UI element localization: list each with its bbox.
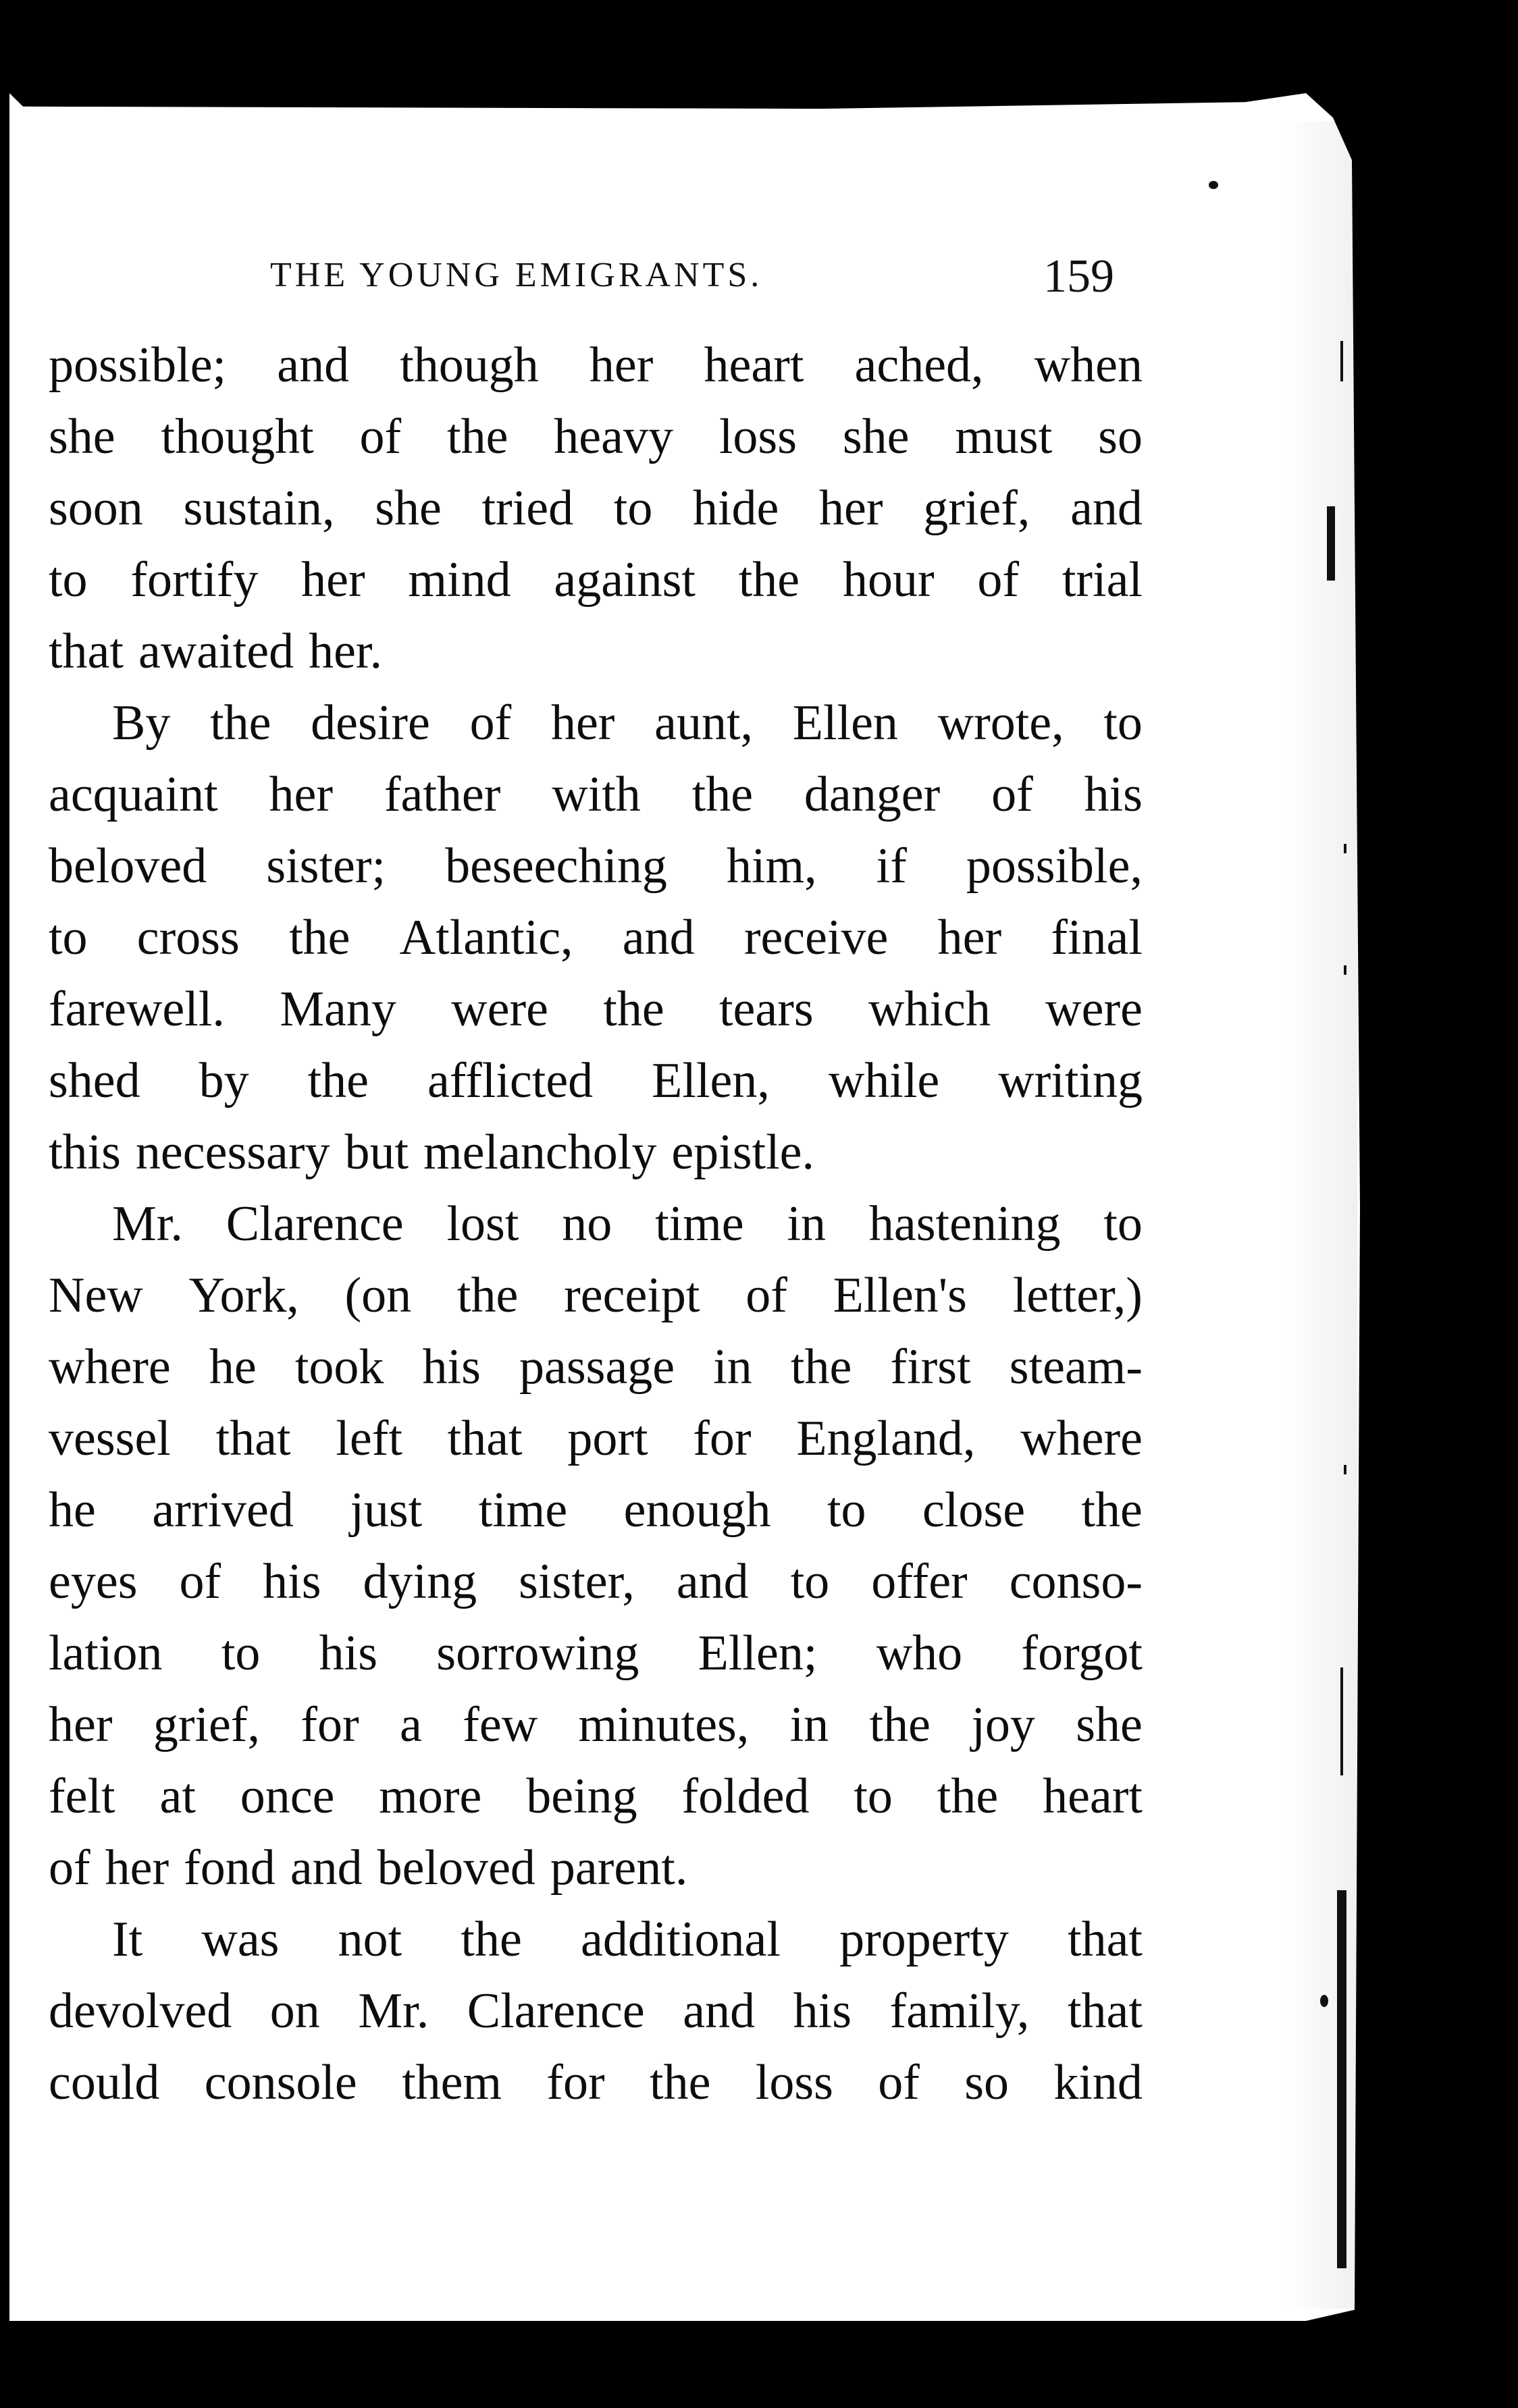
word: of <box>878 2055 920 2110</box>
word: hour <box>842 552 935 608</box>
word: sister, <box>519 1554 635 1609</box>
text-line <box>49 1188 1143 1260</box>
word: this <box>49 1125 121 1180</box>
word: the <box>307 1053 369 1108</box>
word: necessary <box>135 1125 330 1180</box>
word: he <box>49 1482 96 1538</box>
word: property <box>839 1912 1009 1967</box>
word: but <box>344 1125 409 1180</box>
word: her <box>550 695 615 751</box>
word: danger <box>804 767 941 822</box>
word: grief, <box>923 481 1030 536</box>
word: and <box>683 1983 756 2039</box>
text-line <box>49 1474 1143 1546</box>
word: the <box>461 1912 522 1967</box>
word: trial <box>1062 552 1143 608</box>
word: tears <box>718 982 814 1037</box>
text-line <box>49 329 1143 401</box>
word: Ellen, <box>652 1053 770 1108</box>
word: time <box>655 1196 744 1252</box>
word: beloved <box>377 1840 535 1896</box>
word: eyes <box>49 1554 138 1609</box>
word: of <box>469 695 512 751</box>
word: forgot <box>1021 1626 1143 1681</box>
scan-speck <box>1344 844 1346 853</box>
word: heart <box>704 338 804 393</box>
word: were <box>1045 982 1143 1037</box>
word: her <box>105 1840 169 1896</box>
word: at <box>159 1769 196 1824</box>
word: if <box>876 838 907 894</box>
word: a <box>400 1697 422 1753</box>
word: not <box>338 1912 402 1967</box>
word: hide <box>692 481 779 536</box>
scan-speck <box>1320 1995 1328 2007</box>
word: grief, <box>153 1697 261 1753</box>
word: (on <box>344 1268 412 1323</box>
word: fortify <box>130 552 259 608</box>
text-line <box>49 1331 1143 1403</box>
word: the <box>650 2055 711 2110</box>
word: cross <box>136 910 240 965</box>
scan-speck <box>1337 1890 1346 2268</box>
text-line <box>49 687 1143 759</box>
word: so <box>964 2055 1010 2110</box>
word: possible, <box>966 838 1143 894</box>
word: farewell. <box>49 982 225 1037</box>
word: England, <box>796 1411 976 1466</box>
word: awaited <box>138 624 294 679</box>
word: passage <box>519 1339 675 1395</box>
word: close <box>922 1482 1026 1538</box>
word: the <box>869 1697 931 1753</box>
word: possible; <box>49 338 227 393</box>
word: fond <box>184 1840 276 1896</box>
scan-speck <box>1344 965 1346 975</box>
word: to <box>854 1769 893 1824</box>
word: and <box>290 1840 363 1896</box>
word: port <box>567 1411 648 1466</box>
word: aunt, <box>654 695 754 751</box>
word: and <box>277 338 350 393</box>
word: arrived <box>152 1482 294 1538</box>
word: in <box>713 1339 752 1395</box>
word: Ellen; <box>698 1626 818 1681</box>
word: sorrowing <box>436 1626 639 1681</box>
word: the <box>210 695 271 751</box>
word: though <box>400 338 539 393</box>
word: minutes, <box>578 1697 750 1753</box>
word: took <box>294 1339 384 1395</box>
word: of <box>745 1268 787 1323</box>
word: epistle. <box>671 1125 814 1180</box>
word: Mr. <box>112 1196 183 1252</box>
word: the <box>691 767 754 822</box>
text-line <box>49 1546 1143 1617</box>
word: was <box>201 1912 280 1967</box>
word: It <box>112 1912 143 1967</box>
word: could <box>49 2055 160 2110</box>
word: to <box>790 1554 830 1609</box>
word: Atlantic, <box>399 910 573 965</box>
word: steam- <box>1009 1339 1143 1395</box>
word: the <box>289 910 350 965</box>
word: offer <box>871 1554 968 1609</box>
word: her <box>589 338 654 393</box>
word: acquaint <box>49 767 218 822</box>
word: family, <box>889 1983 1030 2039</box>
word: where <box>49 1339 171 1395</box>
word: devolved <box>49 1983 232 2039</box>
word: no <box>562 1196 612 1252</box>
text-line <box>49 973 1143 1045</box>
word: his <box>319 1626 378 1681</box>
word: for <box>546 2055 605 2110</box>
word: that <box>49 624 124 679</box>
word: console <box>204 2055 357 2110</box>
word: desire <box>311 695 430 751</box>
word: his <box>422 1339 481 1395</box>
word: beloved <box>49 838 207 894</box>
word: tried <box>481 481 574 536</box>
word: soon <box>49 481 143 536</box>
word: enough <box>623 1482 771 1538</box>
word: receive <box>743 910 889 965</box>
scan-speck <box>1327 506 1335 581</box>
word: York, <box>188 1268 299 1323</box>
text-line <box>49 830 1143 902</box>
word: left <box>336 1411 402 1466</box>
word: must <box>955 409 1053 464</box>
word: sister; <box>266 838 386 894</box>
word: felt <box>49 1769 115 1824</box>
word: lost <box>446 1196 519 1252</box>
text-line <box>49 902 1143 973</box>
word: sustain, <box>183 481 335 536</box>
word: once <box>240 1769 335 1824</box>
word: her <box>819 481 883 536</box>
word: receipt <box>564 1268 700 1323</box>
word: and <box>1070 481 1143 536</box>
word: parent. <box>550 1840 688 1896</box>
word: where <box>1020 1411 1143 1466</box>
word: more <box>379 1769 482 1824</box>
word: beseeching <box>445 838 667 894</box>
word: thought <box>161 409 314 464</box>
word: ached, <box>854 338 984 393</box>
word: and <box>676 1554 749 1609</box>
page-number: 159 <box>1043 250 1114 302</box>
word: final <box>1051 910 1143 965</box>
text-line <box>49 1260 1143 1331</box>
word: his <box>263 1554 321 1609</box>
word: for <box>300 1697 359 1753</box>
word: when <box>1034 338 1143 393</box>
word: hastening <box>868 1196 1061 1252</box>
scan-speck <box>1340 341 1343 381</box>
word: Clarence <box>226 1196 404 1252</box>
word: while <box>828 1053 940 1108</box>
word: that <box>1067 1983 1143 2039</box>
word: she <box>375 481 442 536</box>
scan-speck <box>1209 181 1218 189</box>
paragraph <box>49 1188 1143 1904</box>
word: to <box>827 1482 866 1538</box>
word: she <box>1076 1697 1143 1753</box>
text-line <box>49 401 1143 473</box>
word: to <box>221 1626 261 1681</box>
word: on <box>269 1983 320 2039</box>
word: were <box>451 982 548 1037</box>
word: to <box>49 910 88 965</box>
word: in <box>787 1196 827 1252</box>
text-line <box>49 1689 1143 1761</box>
word: Clarence <box>467 1983 645 2039</box>
word: wrote, <box>937 695 1064 751</box>
word: shed <box>49 1053 140 1108</box>
word: in <box>789 1697 829 1753</box>
text-line <box>49 1832 1143 1904</box>
word: lation <box>49 1626 163 1681</box>
word: mind <box>408 552 511 608</box>
word: that <box>215 1411 291 1466</box>
word: being <box>526 1769 637 1824</box>
paragraph <box>49 1904 1143 2118</box>
text-line <box>49 616 1143 687</box>
word: so <box>1098 409 1143 464</box>
paragraph <box>49 687 1143 1188</box>
word: loss <box>718 409 797 464</box>
word: the <box>447 409 508 464</box>
word: to <box>1103 1196 1143 1252</box>
word: to <box>1103 695 1143 751</box>
word: he <box>209 1339 257 1395</box>
word: of <box>49 1840 90 1896</box>
text-line <box>49 1403 1143 1474</box>
word: Mr. <box>358 1983 429 2039</box>
word: her. <box>309 624 382 679</box>
word: the <box>456 1268 519 1323</box>
text-line <box>49 1761 1143 1832</box>
word: Ellen's <box>833 1268 967 1323</box>
word: few <box>463 1697 538 1753</box>
word: the <box>790 1339 852 1395</box>
word: against <box>554 552 696 608</box>
word: afflicted <box>427 1053 594 1108</box>
word: loss <box>755 2055 833 2110</box>
word: that <box>1068 1912 1143 1967</box>
word: conso- <box>1009 1554 1143 1609</box>
body-text <box>49 329 1143 2118</box>
word: By <box>112 695 171 751</box>
word: heavy <box>554 409 673 464</box>
word: her <box>301 552 365 608</box>
word: her <box>937 910 1002 965</box>
word: which <box>868 982 991 1037</box>
word: heart <box>1043 1769 1143 1824</box>
text-line <box>49 544 1143 616</box>
word: of <box>359 409 402 464</box>
running-head: THE YOUNG EMIGRANTS. <box>270 256 763 294</box>
word: dying <box>363 1554 477 1609</box>
word: Many <box>280 982 396 1037</box>
text-line <box>49 759 1143 830</box>
word: melancholy <box>423 1125 657 1180</box>
scan-speck <box>1340 1667 1343 1775</box>
word: time <box>478 1482 568 1538</box>
word: of <box>991 767 1033 822</box>
text-line <box>49 1617 1143 1689</box>
word: her <box>49 1697 113 1753</box>
word: to <box>613 481 653 536</box>
word: the <box>738 552 800 608</box>
word: with <box>552 767 641 822</box>
word: of <box>977 552 1020 608</box>
word: her <box>269 767 333 822</box>
word: joy <box>971 1697 1035 1753</box>
word: by <box>199 1053 249 1108</box>
word: his <box>793 1983 852 2039</box>
text-line <box>49 1975 1143 2047</box>
word: letter,) <box>1012 1268 1143 1323</box>
word: she <box>842 409 910 464</box>
word: to <box>49 552 88 608</box>
word: New <box>49 1268 143 1323</box>
text-line <box>49 2047 1143 2118</box>
text-line <box>49 1045 1143 1117</box>
word: him, <box>726 838 817 894</box>
word: his <box>1084 767 1143 822</box>
word: who <box>876 1626 963 1681</box>
word: that <box>447 1411 523 1466</box>
word: writing <box>998 1053 1143 1108</box>
word: folded <box>681 1769 810 1824</box>
word: the <box>603 982 664 1037</box>
text-line <box>49 1117 1143 1188</box>
paragraph <box>49 329 1143 687</box>
word: father <box>384 767 501 822</box>
text-line <box>49 473 1143 544</box>
word: for <box>693 1411 752 1466</box>
page-header <box>270 250 1114 302</box>
word: them <box>402 2055 502 2110</box>
word: and <box>622 910 695 965</box>
text-line <box>49 1904 1143 1975</box>
word: additional <box>581 1912 781 1967</box>
word: she <box>49 409 115 464</box>
word: the <box>937 1769 999 1824</box>
word: first <box>890 1339 971 1395</box>
word: of <box>179 1554 221 1609</box>
word: vessel <box>49 1411 171 1466</box>
word: the <box>1081 1482 1143 1538</box>
scan-speck <box>1344 1465 1346 1474</box>
word: Ellen <box>792 695 898 751</box>
word: just <box>350 1482 423 1538</box>
word: kind <box>1053 2055 1143 2110</box>
